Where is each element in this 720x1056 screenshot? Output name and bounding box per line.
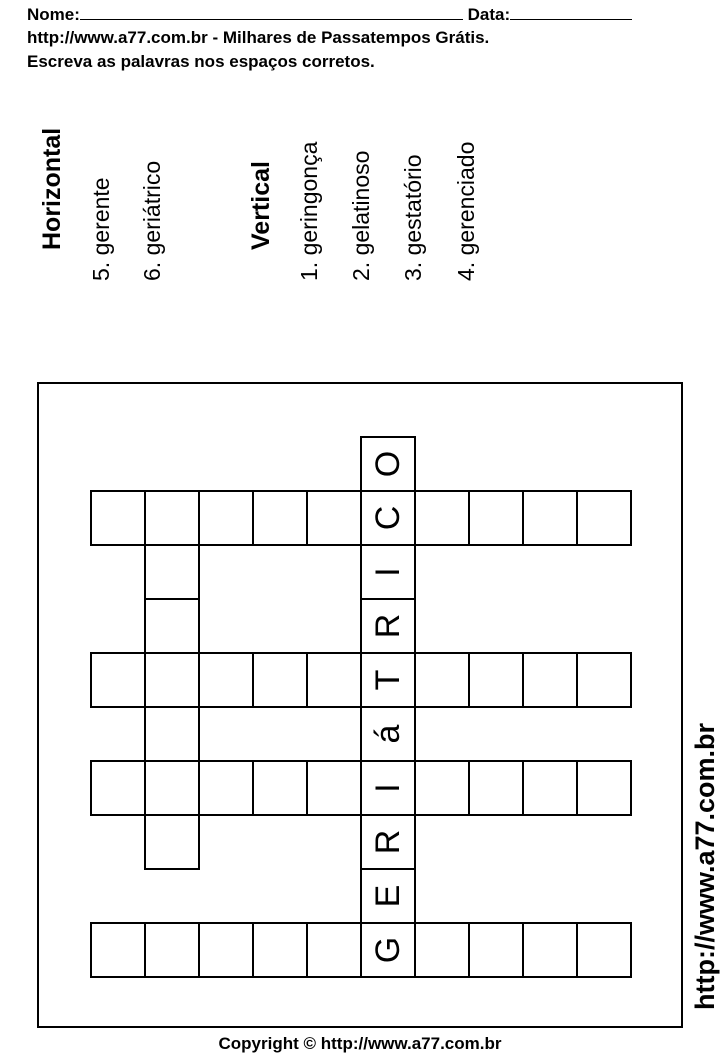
grid-cell[interactable]: [523, 761, 577, 815]
horizontal-clue-6: 6. geriátrico: [139, 160, 165, 281]
grid-letter: R: [369, 829, 407, 855]
grid-letter: R: [369, 613, 407, 639]
copyright-footer: Copyright © http://www.a77.com.br: [218, 1034, 502, 1053]
grid-letter: C: [369, 505, 407, 531]
grid-cell[interactable]: [145, 761, 199, 815]
grid-letter: I: [369, 567, 407, 577]
grid-cell[interactable]: [145, 923, 199, 977]
grid-cell[interactable]: [415, 491, 469, 545]
grid-cell[interactable]: [307, 491, 361, 545]
grid-cell[interactable]: [469, 491, 523, 545]
grid-cell[interactable]: [199, 761, 253, 815]
grid-cell[interactable]: [523, 653, 577, 707]
date-label: Data:: [467, 5, 511, 24]
grid-cell[interactable]: [577, 491, 631, 545]
grid-cell[interactable]: [253, 761, 307, 815]
grid-cell[interactable]: [91, 923, 145, 977]
grid-cell[interactable]: [145, 491, 199, 545]
grid-cell[interactable]: [253, 653, 307, 707]
grid-cell[interactable]: [145, 599, 199, 653]
grid-cell[interactable]: [577, 923, 631, 977]
horizontal-clue-5: 5. gerente: [88, 177, 114, 281]
grid-cell[interactable]: [577, 653, 631, 707]
grid-cell[interactable]: [145, 653, 199, 707]
grid-cell[interactable]: [145, 707, 199, 761]
grid-cell[interactable]: [415, 653, 469, 707]
grid-cell[interactable]: [469, 923, 523, 977]
grid-cell[interactable]: [469, 761, 523, 815]
grid-cell[interactable]: [415, 761, 469, 815]
grid-cell[interactable]: [91, 761, 145, 815]
grid-cell[interactable]: [145, 815, 199, 869]
grid-cell[interactable]: [253, 923, 307, 977]
vertical-heading: Vertical: [247, 161, 275, 250]
vertical-clue-1: 1. geringonça: [296, 141, 322, 281]
instruction: Escreva as palavras nos espaços corretos.: [27, 52, 375, 71]
grid-cell[interactable]: [253, 491, 307, 545]
grid-cell[interactable]: [415, 923, 469, 977]
grid-cell[interactable]: [199, 653, 253, 707]
site-line: http://www.a77.com.br - Milhares de Passatempos Grátis.: [27, 28, 490, 47]
grid-cell[interactable]: [307, 653, 361, 707]
vertical-clue-4: 4. gerenciado: [453, 141, 479, 281]
grid-cell[interactable]: [523, 491, 577, 545]
grid-cell[interactable]: [199, 491, 253, 545]
vertical-clue-2: 2. gelatinoso: [348, 150, 374, 281]
grid-cell[interactable]: [91, 653, 145, 707]
grid-letter: á: [369, 724, 407, 744]
grid-cell[interactable]: [91, 491, 145, 545]
grid-letter: I: [369, 783, 407, 793]
grid-letter: E: [369, 884, 407, 908]
grid-cell[interactable]: [577, 761, 631, 815]
grid-letter: G: [369, 936, 407, 964]
grid-cell[interactable]: [307, 761, 361, 815]
grid-letter: O: [369, 450, 407, 478]
grid-cell[interactable]: [523, 923, 577, 977]
vertical-clue-3: 3. gestatório: [400, 154, 426, 281]
grid-letter: T: [369, 669, 407, 691]
name-label: Nome:: [27, 5, 80, 24]
horizontal-heading: Horizontal: [38, 127, 66, 250]
grid-cell[interactable]: [199, 923, 253, 977]
grid-cell[interactable]: [307, 923, 361, 977]
grid-cell[interactable]: [145, 545, 199, 599]
grid-cell[interactable]: [469, 653, 523, 707]
side-url: http://www.a77.com.br: [690, 722, 720, 1010]
